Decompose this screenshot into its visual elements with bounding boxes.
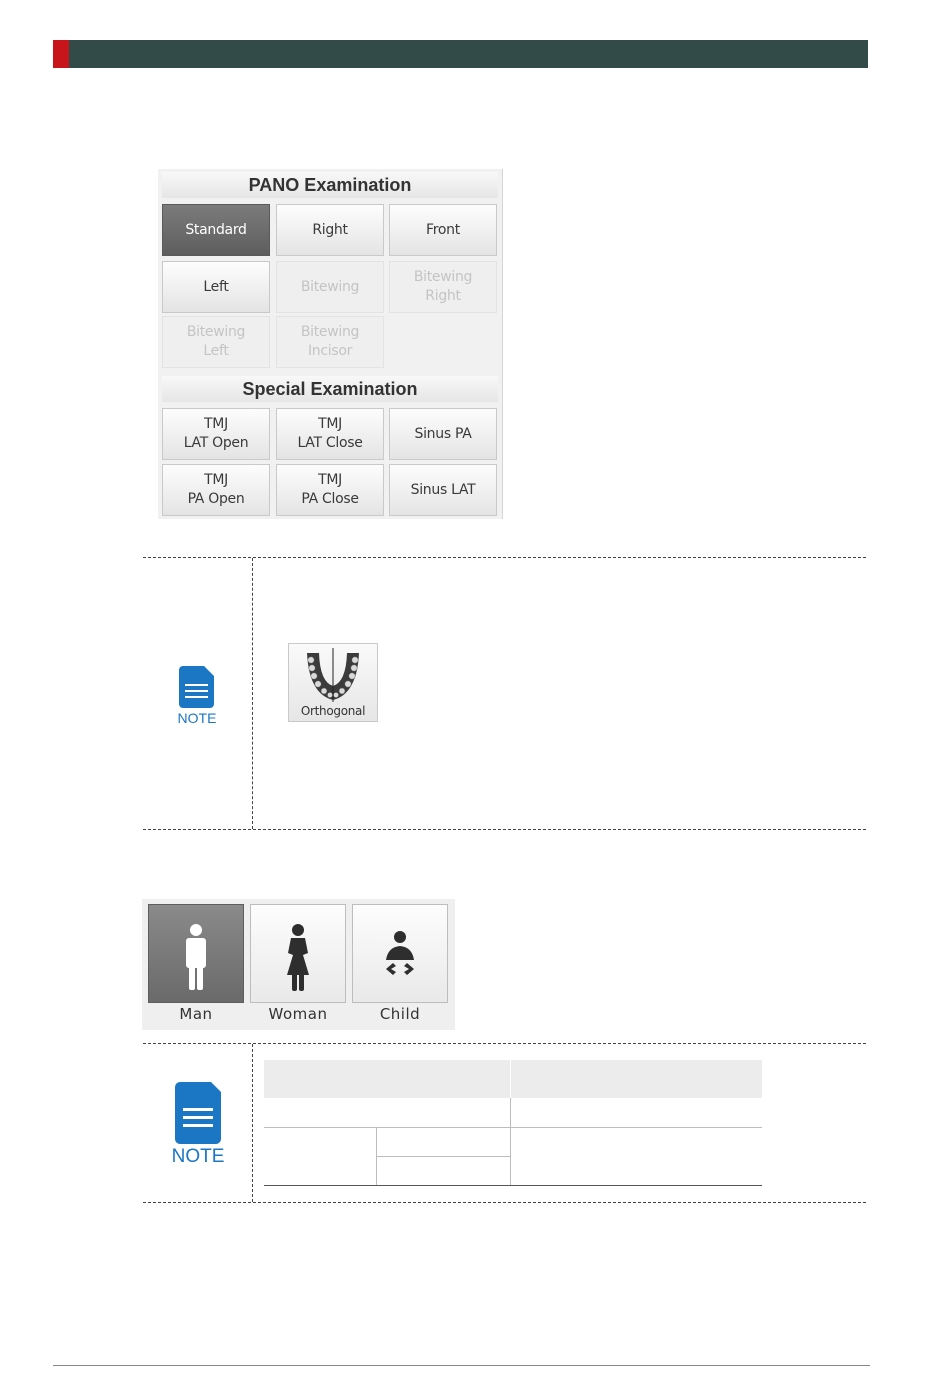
- exam-button-standard[interactable]: Standard: [162, 204, 270, 256]
- note-icon: [179, 666, 214, 708]
- header-accent: [53, 40, 69, 68]
- exam-button-bitewing-left: Bitewing Left: [162, 316, 270, 368]
- table-row: [264, 1098, 762, 1128]
- exam-button-tmj-pa-open[interactable]: TMJ PA Open: [162, 464, 270, 516]
- table-header-cell: [264, 1060, 510, 1098]
- note-icon-2: [175, 1082, 221, 1144]
- examination-panel: [158, 169, 503, 519]
- exam-button-right[interactable]: Right: [276, 204, 384, 256]
- exam-button-front[interactable]: Front: [389, 204, 497, 256]
- exam-button-tmj-lat-open[interactable]: TMJ LAT Open: [162, 408, 270, 460]
- child-icon: [353, 905, 447, 1002]
- patient-button-man[interactable]: [148, 904, 244, 1003]
- man-icon: [149, 905, 243, 1002]
- orthogonal-button[interactable]: [288, 643, 378, 722]
- table-subrow-divider: [376, 1156, 510, 1157]
- dental-arch-icon: [289, 644, 377, 704]
- patient-size-table: [264, 1060, 762, 1186]
- patient-button-woman[interactable]: [250, 904, 346, 1003]
- note-divider-1: [252, 558, 253, 829]
- exam-button-sinus-pa[interactable]: Sinus PA: [389, 408, 497, 460]
- patient-label-woman: Woman: [268, 1005, 328, 1023]
- footer-rule: [53, 1365, 870, 1366]
- table-subcolumn-divider: [376, 1128, 377, 1186]
- note-divider-2: [252, 1044, 253, 1202]
- patient-button-child[interactable]: [352, 904, 448, 1003]
- patient-type-panel: [142, 899, 455, 1030]
- woman-icon: [251, 905, 345, 1002]
- special-examination-title: Special Examination: [162, 376, 498, 402]
- exam-button-bitewing: Bitewing: [276, 261, 384, 313]
- header-band: [53, 40, 868, 68]
- orthogonal-label: Orthogonal: [300, 704, 366, 718]
- note-label: NOTE: [177, 710, 217, 726]
- exam-button-bitewing-right: Bitewing Right: [389, 261, 497, 313]
- table-bottom-border: [264, 1185, 762, 1186]
- patient-label-man: Man: [179, 1005, 213, 1023]
- exam-button-tmj-pa-close[interactable]: TMJ PA Close: [276, 464, 384, 516]
- patient-label-child: Child: [379, 1005, 421, 1023]
- note-label-2: NOTE: [171, 1146, 225, 1167]
- exam-button-tmj-lat-close[interactable]: TMJ LAT Close: [276, 408, 384, 460]
- table-column-divider: [510, 1098, 511, 1186]
- exam-button-bitewing-incisor: Bitewing Incisor: [276, 316, 384, 368]
- exam-button-sinus-lat[interactable]: Sinus LAT: [389, 464, 497, 516]
- pano-examination-title: PANO Examination: [162, 172, 498, 198]
- table-header-cell: [510, 1060, 762, 1098]
- exam-button-left[interactable]: Left: [162, 261, 270, 313]
